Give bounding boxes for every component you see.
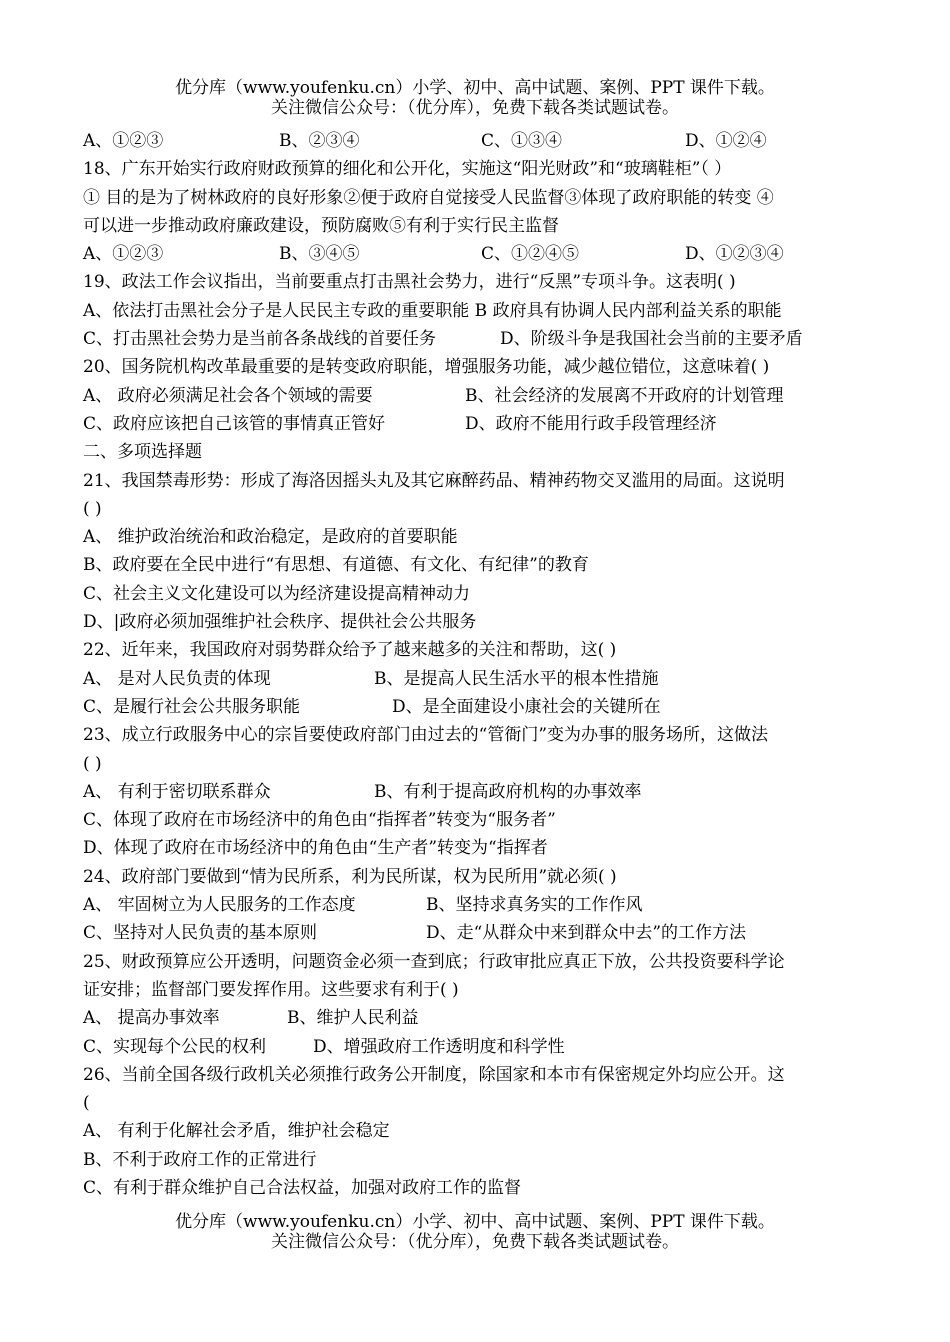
q21-stem-continued: ( ) bbox=[83, 498, 102, 519]
q22-stem: 22、近年来，我国政府对弱势群众给予了越来越多的关注和帮助，这( ) bbox=[83, 640, 617, 661]
q25-stem: 25、财政预算应公开透明，问题资金必须一查到底；行政审批应真正下放，公共投资要科学论 bbox=[83, 951, 785, 972]
q23-option-d: D、体现了政府在市场经济中的角色由“生产者”转变为“指挥者 bbox=[83, 838, 548, 859]
q25-option-d: D、增强政府工作透明度和科学性 bbox=[313, 1036, 565, 1057]
q22-option-b: B、是提高人民生活水平的根本性措施 bbox=[374, 668, 659, 689]
q17-option-d: D、①②④ bbox=[685, 131, 767, 151]
q24-option-a: A、 牢固树立为人民服务的工作态度 bbox=[83, 895, 356, 916]
page-footer bbox=[0, 1212, 950, 1252]
q24-stem: 24、政府部门要做到“情为民所系，利为民所谋，权为民所用”就必须( ) bbox=[83, 866, 617, 887]
q24-option-d: D、走“从群众中来到群众中去”的工作方法 bbox=[426, 923, 747, 944]
q22-options-ab bbox=[83, 665, 873, 693]
q18-option-d: D、①②③④ bbox=[685, 244, 784, 265]
q25-option-b: B、维护人民利益 bbox=[287, 1008, 419, 1029]
q18-statements-line-1: ① 目的是为了树林政府的良好形象②便于政府自觉接受人民监督③体现了政府职能的转变 ④ bbox=[83, 187, 774, 208]
q17-option-c: C、①③④ bbox=[481, 131, 563, 151]
q20-option-b: B、社会经济的发展离不开政府的计划管理 bbox=[465, 385, 784, 406]
q18-option-a: A、①②③ bbox=[83, 244, 164, 265]
q25-options-ab bbox=[83, 1004, 873, 1032]
q24-options-ab bbox=[83, 891, 873, 919]
q26-option-c: C、有利于群众维护自己合法权益，加强对政府工作的监督 bbox=[83, 1177, 522, 1198]
q21-option-a: A、 维护政治统治和政治稳定，是政府的首要职能 bbox=[83, 527, 458, 548]
page-header bbox=[0, 78, 950, 118]
footer-line-1: 优分库（www.youfenku.cn）小学、初中、高中试题、案例、PPT 课件下载。 bbox=[175, 1212, 775, 1232]
header-line-2: 关注微信公众号：（优分库），免费下载各类试题试卷。 bbox=[271, 98, 679, 118]
question-body bbox=[83, 127, 873, 1202]
q17-option-a: A、①②③ bbox=[83, 131, 164, 151]
q23-option-b: B、有利于提高政府机构的办事效率 bbox=[374, 781, 642, 802]
q20-options-cd bbox=[83, 410, 873, 438]
q22-option-c: C、是履行社会公共服务职能 bbox=[83, 696, 301, 717]
q23-option-a: A、 有利于密切联系群众 bbox=[83, 781, 271, 802]
q25-option-a: A、 提高办事效率 bbox=[83, 1008, 220, 1029]
q20-options-ab bbox=[83, 382, 873, 410]
q24-option-b: B、坚持求真务实的工作作风 bbox=[426, 895, 643, 916]
q17-option-b: B、②③④ bbox=[279, 131, 360, 151]
q17-options bbox=[83, 127, 873, 155]
q23-options-ab bbox=[83, 778, 873, 806]
q18-stem: 18、广东开始实行政府财政预算的细化和公开化，实施这“阳光财政”和“玻璃鞋柜”（ ） bbox=[83, 159, 732, 180]
q26-option-b: B、不利于政府工作的正常进行 bbox=[83, 1149, 317, 1170]
q18-option-b: B、③④⑤ bbox=[279, 244, 360, 265]
q19-options-cd bbox=[83, 325, 873, 353]
q26-option-a: A、 有利于化解社会矛盾，维护社会稳定 bbox=[83, 1121, 390, 1142]
q19-option-d: D、阶级斗争是我国社会当前的主要矛盾 bbox=[500, 329, 803, 350]
q26-stem: 26、当前全国各级行政机关必须推行政务公开制度，除国家和本市有保密规定外均应公开。这 bbox=[83, 1064, 785, 1085]
q18-option-c: C、①②④⑤ bbox=[481, 244, 580, 265]
q25-options-cd bbox=[83, 1033, 873, 1061]
q23-stem: 23、成立行政服务中心的宗旨要使政府部门由过去的“管衙门”变为办事的服务场所，这做法 bbox=[83, 725, 769, 746]
q24-options-cd bbox=[83, 919, 873, 947]
q18-options bbox=[83, 240, 873, 268]
q19-options-ab: A、依法打击黑社会分子是人民民主专政的重要职能 B 政府具有协调人民内部利益关系的职能 bbox=[83, 300, 782, 321]
header-line-1: 优分库（www.youfenku.cn）小学、初中、高中试题、案例、PPT 课件下载。 bbox=[175, 78, 775, 98]
q24-option-c: C、坚持对人民负责的基本原则 bbox=[83, 923, 318, 944]
footer-line-2: 关注微信公众号：（优分库），免费下载各类试题试卷。 bbox=[271, 1232, 679, 1252]
q20-option-d: D、政府不能用行政手段管理经济 bbox=[465, 413, 717, 434]
q20-option-a: A、 政府必须满足社会各个领域的需要 bbox=[83, 385, 373, 406]
q22-option-d: D、是全面建设小康社会的关键所在 bbox=[392, 696, 661, 717]
q22-option-a: A、 是对人民负责的体现 bbox=[83, 668, 271, 689]
q22-options-cd bbox=[83, 693, 873, 721]
q23-stem-continued: ( ) bbox=[83, 753, 102, 774]
q21-stem: 21、我国禁毒形势：形成了海洛因摇头丸及其它麻醉药品、精神药物交叉滥用的局面。这说明 bbox=[83, 470, 785, 491]
q21-option-c: C、社会主义文化建设可以为经济建设提高精神动力 bbox=[83, 583, 471, 604]
q26-stem-continued: ( bbox=[83, 1093, 90, 1114]
q18-statements-line-2: 可以进一步推动政府廉政建设，预防腐败⑤有利于实行民主监督 bbox=[83, 215, 559, 236]
q25-option-c: C、实现每个公民的权利 bbox=[83, 1036, 267, 1057]
q20-stem: 20、国务院机构改革最重要的是转变政府职能，增强服务功能，减少越位错位，这意味着( ) bbox=[83, 357, 770, 378]
q19-option-c: C、打击黑社会势力是当前各条战线的首要任务 bbox=[83, 329, 437, 350]
q21-option-b: B、政府要在全民中进行“有思想、有道德、有文化、有纪律”的教育 bbox=[83, 555, 589, 576]
q21-option-d: D、|政府必须加强维护社会秩序、提供社会公共服务 bbox=[83, 612, 477, 633]
q20-option-c: C、政府应该把自己该管的事情真正管好 bbox=[83, 413, 386, 434]
q25-stem-continued: 证安排；监督部门要发挥作用。这些要求有利于( ) bbox=[83, 979, 459, 1000]
q19-stem: 19、政法工作会议指出，当前要重点打击黑社会势力，进行“反黑”专项斗争。这表明( ) bbox=[83, 272, 736, 293]
q23-option-c: C、体现了政府在市场经济中的角色由“指挥者”转变为“服务者” bbox=[83, 810, 556, 831]
section-heading: 二、多项选择题 bbox=[83, 442, 202, 463]
